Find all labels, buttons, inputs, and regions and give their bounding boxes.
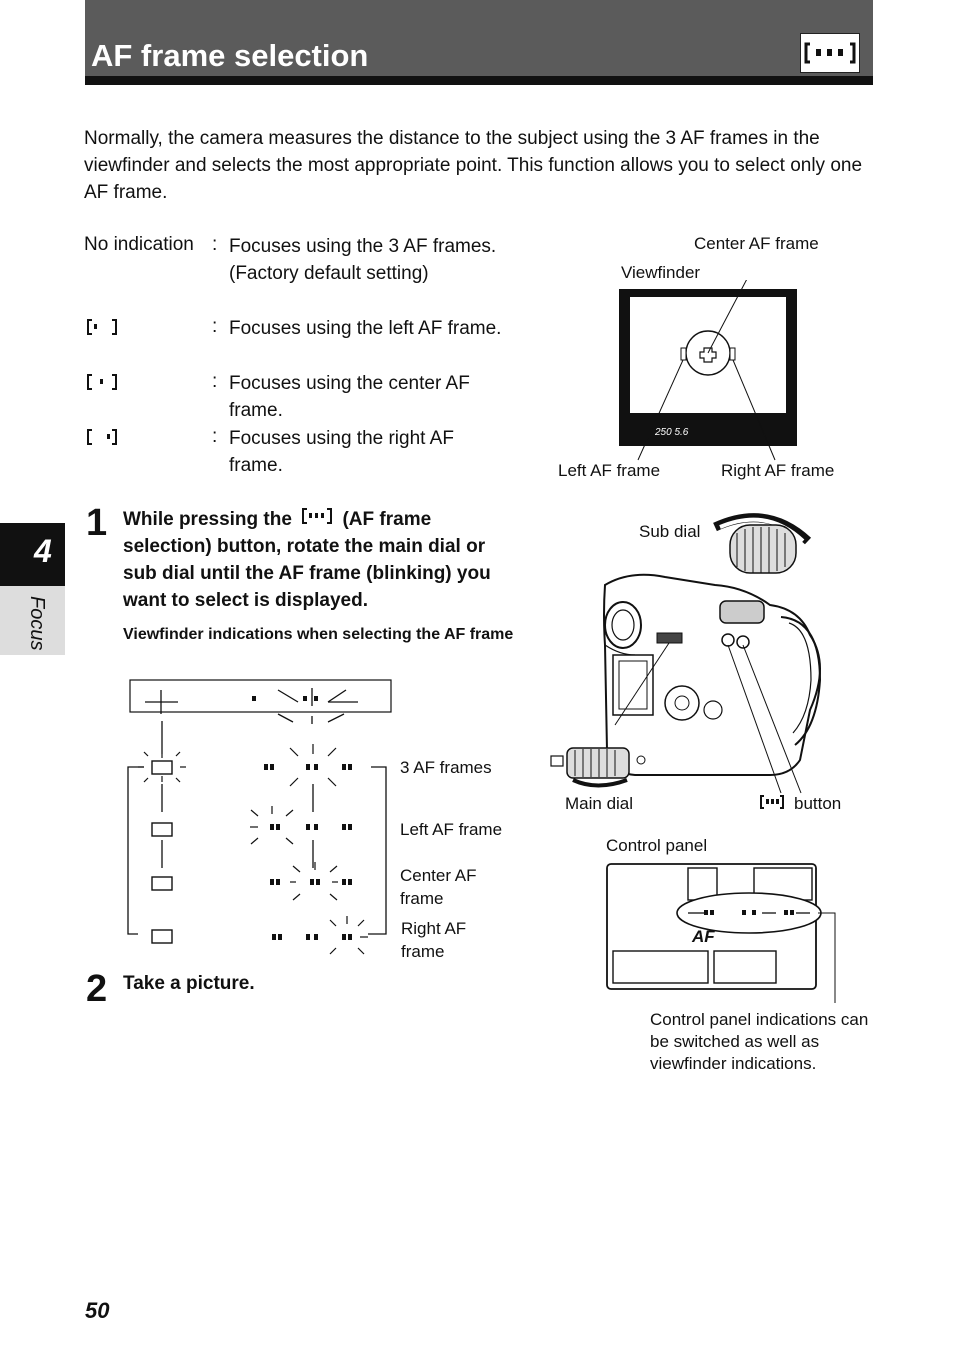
label-3-af-frames: 3 AF frames xyxy=(400,758,492,777)
chapter-side-tab-number-box xyxy=(0,523,65,586)
label-right-af-frame: Right AF frame xyxy=(401,919,467,961)
center-af-frame-icon xyxy=(86,373,118,396)
option-term-no-indication: No indication xyxy=(84,234,194,255)
step-number: 1 xyxy=(86,502,108,544)
step-number: 2 xyxy=(86,968,108,1010)
af-frame-button-icon xyxy=(759,794,785,815)
svg-text:AF: AF xyxy=(692,927,715,946)
viewfinder-label: Viewfinder xyxy=(621,263,701,282)
viewfinder-indications-subheading: Viewfinder indications when selecting the AF frame xyxy=(123,626,514,643)
button-label: button xyxy=(794,794,842,813)
label-center-af-frame: Center AF frame xyxy=(400,866,477,908)
option-colon: : xyxy=(212,426,218,447)
center-af-frame-label: Center AF frame xyxy=(694,234,819,253)
control-panel-note: Control panel indications can be switched as well as viewfinder indications. xyxy=(650,1010,869,1073)
step-1-text-before: While pressing the xyxy=(123,509,292,530)
option-colon: : xyxy=(212,316,218,337)
right-af-frame-icon xyxy=(86,428,118,451)
af-frame-selection-icon xyxy=(800,33,860,73)
camera-illustration xyxy=(545,505,835,795)
option-colon: : xyxy=(212,234,218,255)
option-description: Focuses using the right AF frame. xyxy=(229,428,454,476)
option-description: Focuses using the 3 AF frames. (Factory default setting) xyxy=(229,236,497,284)
left-af-frame-icon xyxy=(86,318,118,341)
header-underline xyxy=(85,76,873,85)
option-description: Focuses using the center AF frame. xyxy=(229,373,470,421)
step-1-text xyxy=(123,506,518,614)
label-left-af-frame: Left AF frame xyxy=(400,820,503,839)
option-colon: : xyxy=(212,371,218,392)
main-dial-label: Main dial xyxy=(565,794,634,813)
control-panel-diagram xyxy=(600,858,850,1008)
chapter-number: 4 xyxy=(34,533,52,569)
control-panel-label: Control panel xyxy=(606,836,708,855)
right-af-frame-label: Right AF frame xyxy=(721,461,835,480)
sub-dial-label: Sub dial xyxy=(639,522,701,541)
indication-sequence-diagram xyxy=(118,676,398,956)
option-description: Focuses using the left AF frame. xyxy=(229,318,502,339)
af-frame-button-icon xyxy=(301,506,333,533)
step-2-text: Take a picture. xyxy=(123,973,255,994)
chapter-name: Focus xyxy=(26,596,48,651)
page-title: AF frame selection xyxy=(91,38,369,73)
intro-paragraph: Normally, the camera measures the distance to the subject using the 3 AF frames in the viewfinder and selects the most appropriate point. This function allows you to select only one AF frame. xyxy=(84,128,863,203)
left-af-frame-label: Left AF frame xyxy=(558,461,661,480)
viewfinder-diagram xyxy=(600,280,820,465)
step-1-text-after: (AF frame selection) button, rotate the main dial or sub dial until the AF frame (blinking) you want to select is displayed. xyxy=(123,509,491,612)
viewfinder-readout: 250 5.6 xyxy=(655,427,689,438)
page-number: 50 xyxy=(85,1298,110,1323)
